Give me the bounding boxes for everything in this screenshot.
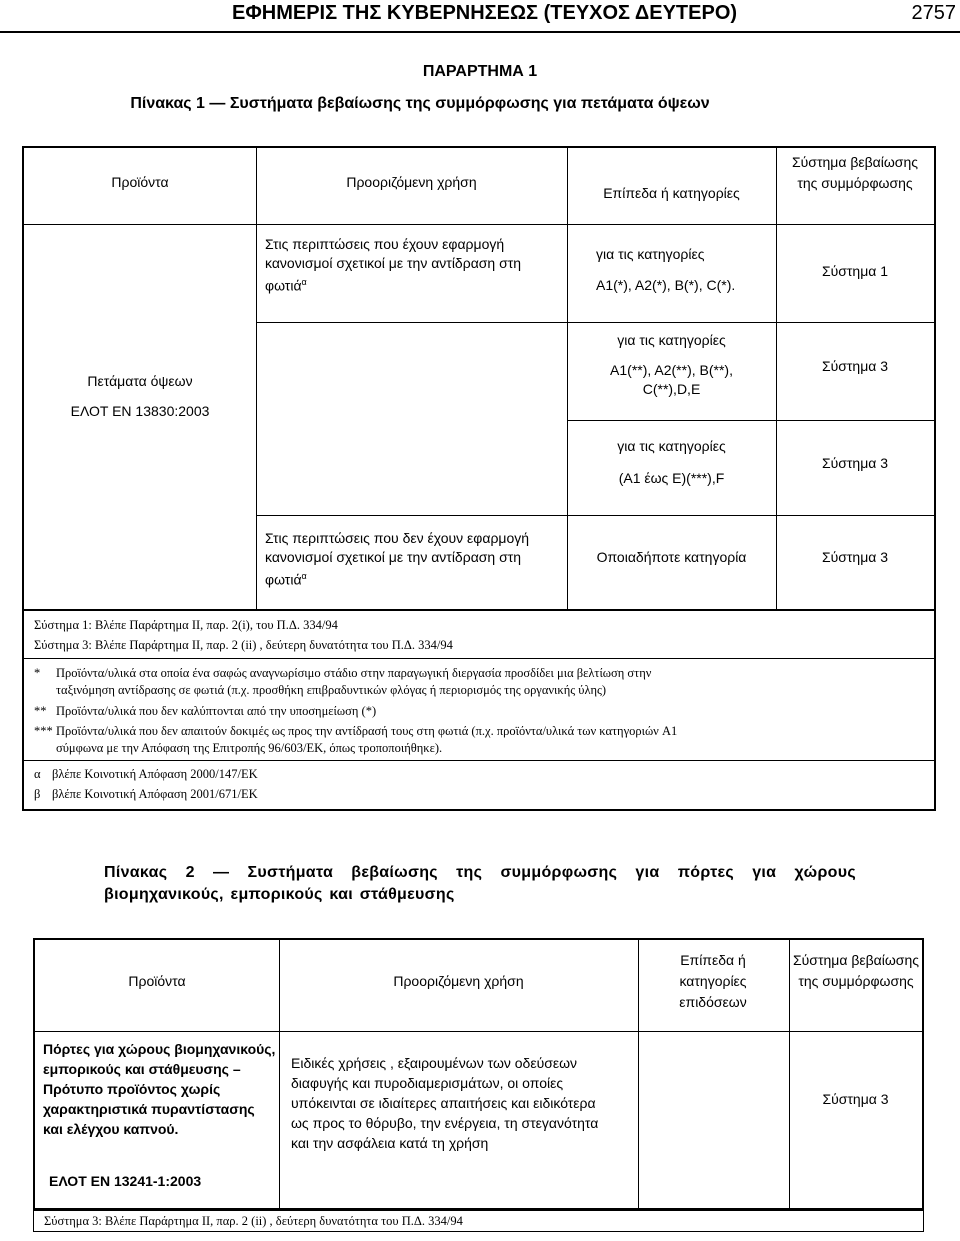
t1-row1-system: Σύστημα 1	[821, 263, 889, 279]
t1-header-levels: Επίπεδα ή κατηγορίες	[603, 185, 740, 201]
t1-footnote-2-mark: **	[34, 704, 47, 718]
annex-title: ΠΑΡΑΡΤΗΜΑ 1	[422, 63, 538, 80]
page-number: 2757	[911, 2, 956, 24]
header-divider	[0, 31, 960, 33]
t1-row3-levels: (A1 έως E)(***),F	[618, 470, 725, 486]
t1-footnote-1-cont: ταξινόμηση αντίδρασης σε φωτιά (π.χ. προσθήκη επιβραδυντικών φλόγας ή περιορισμός της οργανικής ύλης)	[56, 683, 607, 697]
t1-system-note-1: Σύστημα 1: Βλέπε Παράρτημα ΙΙ, παρ. 2(i), του Π.Δ. 334/94	[34, 618, 338, 632]
t2-intended-use: Ειδικές χρήσεις , εξαιρουμένων των οδεύσεων διαφυγής και πυροδιαμερισμάτων, οι οποίες υπόκεινται σε ιδιαίτερες απαιτήσεις και ειδικότερα ως προς το θόρυβο, την ενέργεια, τη στεγανότητα και την ασφάλεια κατά τη χρήση	[291, 1055, 599, 1151]
t1-reference-2: βλέπε Κοινοτική Απόφαση 2001/671/ΕΚ	[52, 787, 258, 801]
table2-note	[33, 1210, 924, 1232]
t1-row2-levels: A1(**), A2(**), B(**), C(**),D,E	[610, 362, 733, 397]
t2-header-intended-use: Προοριζόμενη χρήση	[393, 973, 524, 989]
t2-system: Σύστημα 3	[822, 1091, 889, 1107]
t2-product: Πόρτες για χώρους βιομηχανικούς, εμπορικούς και στάθμευσης – Πρότυπο προϊόντος χωρίς χαρακτηριστικά πυραντίστασης και ελέγχου καπνού.	[43, 1041, 276, 1137]
t2-system-note: Σύστημα 3: Βλέπε Παράρτημα ΙΙ, παρ. 2 (ii) , δεύτερη δυνατότητα του Π.Δ. 334/94	[44, 1214, 463, 1228]
t1-product: Πετάματα όψεων	[87, 373, 193, 389]
t1-reference-1: βλέπε Κοινοτική Απόφαση 2000/147/ΕΚ	[52, 767, 258, 781]
t1-footnote-3: Προϊόντα/υλικά που δεν απαιτούν δοκιμές ως προς την αντίδρασή τους στη φωτιά (π.χ. προϊόντα/υλικά των κατηγοριών A1	[56, 724, 678, 738]
t1-row1-levels: A1(*), A2(*), B(*), C(*).	[596, 277, 736, 293]
table1-notes	[22, 611, 936, 811]
t2-header-system: Σύστημα βεβαίωσης της συμμόρφωσης	[793, 952, 919, 989]
t1-footnote-2: Προϊόντα/υλικά που δεν καλύπτονται από την υποσημείωση (*)	[56, 704, 377, 718]
table2-title: Πίνακας 2 — Συστήματα βεβαίωσης της συμμόρφωσης για πόρτες για χώρους βιομηχανικούς, εμπορικούς και στάθμευσης	[104, 864, 856, 903]
table2	[33, 938, 924, 1210]
table1	[22, 146, 936, 611]
t1-use-without-regulation: Στις περιπτώσεις που δεν έχουν εφαρμογή κανονισμοί σχετικοί με την αντίδραση στη φωτιά$^\alpha$	[265, 530, 530, 588]
t1-footnote-3-cont: σύμφωνα με την Απόφαση της Επιτροπής 96/603/ΕΚ, όπως τροποποιήθηκε).	[56, 741, 443, 755]
t1-row3-system: Σύστημα 3	[821, 455, 889, 471]
t1-row3-levels-label: για τις κατηγορίες	[617, 438, 726, 454]
t1-row4-levels: Οποιαδήποτε κατηγορία	[596, 549, 747, 565]
t1-footnote-1: Προϊόντα/υλικά στα οποία ένα σαφώς αναγνωρίσιμο στάδιο στην παραγωγική διεργασία προσδίδει μια βελτίωση στην	[56, 666, 652, 680]
t1-header-products: Προϊόντα	[111, 174, 169, 190]
t1-use-with-regulation: Στις περιπτώσεις που έχουν εφαρμογή κανονισμοί σχετικοί με την αντίδραση στη φωτιά$^\alpha$	[265, 236, 522, 294]
t2-header-levels: Επίπεδα ή κατηγορίες επιδόσεων	[679, 952, 747, 1010]
t1-row2-system: Σύστημα 3	[821, 358, 889, 374]
gazette-title: ΕΦΗΜΕΡΙΣ ΤΗΣ ΚΥΒΕΡΝΗΣΕΩΣ (ΤΕΥΧΟΣ ΔΕΥΤΕΡΟ)	[232, 2, 738, 24]
t1-footnote-3-mark: ***	[34, 724, 53, 738]
t1-row2-levels-label: για τις κατηγορίες	[617, 332, 726, 348]
t2-header-products: Προϊόντα	[128, 973, 186, 989]
t1-reference-1-mark: α	[34, 767, 41, 781]
table1-title: Πίνακας 1 — Συστήματα βεβαίωσης της συμμόρφωσης για πετάματα όψεων	[130, 95, 710, 112]
t1-reference-2-mark: β	[34, 787, 41, 801]
t1-system-note-2: Σύστημα 3: Βλέπε Παράρτημα ΙΙ, παρ. 2 (ii) , δεύτερη δυνατότητα του Π.Δ. 334/94	[34, 638, 453, 652]
t1-row1-levels-label: για τις κατηγορίες	[596, 246, 705, 262]
t1-footnote-1-mark: *	[34, 666, 41, 680]
t2-product-standard: ΕΛΟΤ ΕΝ 13241-1:2003	[49, 1173, 202, 1189]
t1-header-intended-use: Προοριζόμενη χρήση	[346, 174, 477, 190]
t1-row4-system: Σύστημα 3	[821, 549, 889, 565]
t1-product-standard: ΕΛΟΤ ΕΝ 13830:2003	[70, 403, 210, 419]
t1-header-system: Σύστημα βεβαίωσης της συμμόρφωσης	[792, 154, 918, 191]
